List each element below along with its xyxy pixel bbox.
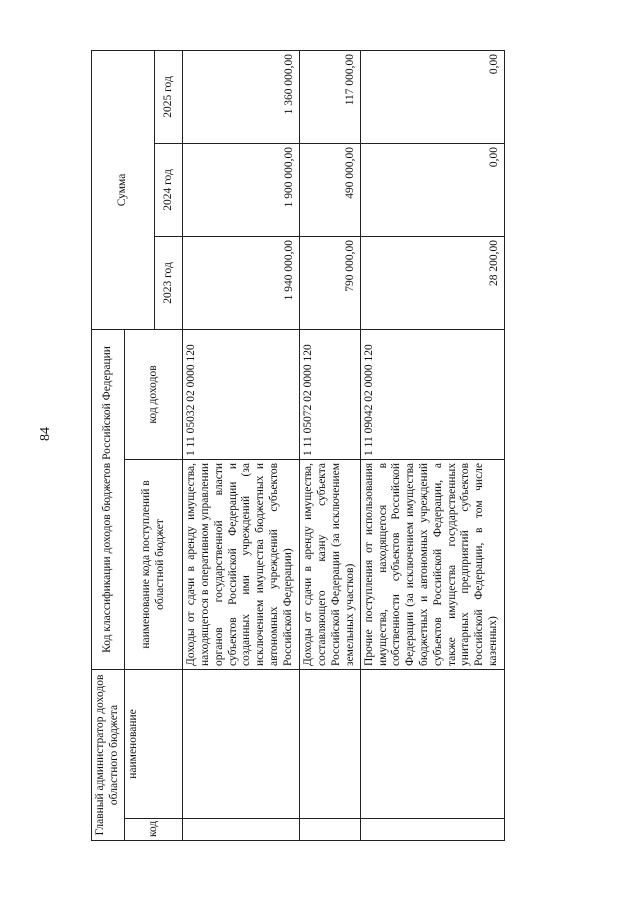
- amount-2024-cell: 0,00: [360, 143, 504, 236]
- amount-2024-cell: 1 900 000,00: [183, 143, 300, 236]
- page-number: 84: [38, 427, 53, 441]
- amount-2023-cell: 1 940 000,00: [183, 236, 300, 329]
- admin-group-header: Главный администратор доходов областного бюджета: [92, 669, 125, 840]
- amount-2024-cell: 490 000,00: [300, 143, 361, 236]
- amount-2025-cell: 1 360 000,00: [183, 50, 300, 143]
- income-name-cell: Доходы от сдачи в аренду имущества, составляющего казну субъекта Российской Федерации (за исключением земельных участков): [300, 459, 361, 669]
- admin-code-cell: [183, 819, 300, 841]
- admin-code-header: код: [124, 819, 182, 841]
- admin-name-cell: [183, 669, 300, 818]
- classification-group-header: Код классификации доходов бюджетов Российской Федерации: [92, 329, 125, 669]
- income-name-cell: Доходы от сдачи в аренду имущества, находящегося в оперативном управлении органов государственной власти субъектов Российской Федерации и созданных ими учреждений (за исключением имущества бюджетных и автономных учреждений субъектов Российской Федерации): [183, 459, 300, 669]
- income-code-cell: 1 11 05032 02 0000 120: [183, 329, 300, 459]
- income-code-header: код доходов: [124, 329, 182, 459]
- table-row: [300, 50, 361, 840]
- year-2024-header: 2024 год: [155, 143, 183, 236]
- amount-2025-cell: 0,00: [360, 50, 504, 143]
- admin-code-cell: [360, 819, 504, 841]
- admin-name-header: наименование: [124, 669, 182, 818]
- income-name-cell: Прочие поступления от использования имущества, находящегося в собственности субъектов Российской Федерации (за исключением имущества бюджетных и автономных учреждений субъектов Российской Федерации, а также имущества государственных унитарных предприятий субъектов Российской Федерации, в том числе казенных): [360, 459, 504, 669]
- amount-2023-cell: 28 200,00: [360, 236, 504, 329]
- amount-2023-cell: 790 000,00: [300, 236, 361, 329]
- year-2023-header: 2023 год: [155, 236, 183, 329]
- admin-name-cell: [300, 669, 361, 818]
- admin-code-cell: [300, 819, 361, 841]
- table-row: [183, 50, 300, 840]
- income-code-cell: 1 11 09042 02 0000 120: [360, 329, 504, 459]
- income-name-header: наименование кода поступлений в областной бюджет: [124, 459, 182, 669]
- sum-header: Сумма: [92, 50, 155, 329]
- income-code-cell: 1 11 05072 02 0000 120: [300, 329, 361, 459]
- year-2025-header: 2025 год: [155, 50, 183, 143]
- admin-name-cell: [360, 669, 504, 818]
- budget-income-table: [91, 50, 505, 841]
- budget-table-container: [91, 51, 505, 841]
- amount-2025-cell: 117 000,00: [300, 50, 361, 143]
- table-row: [360, 50, 504, 840]
